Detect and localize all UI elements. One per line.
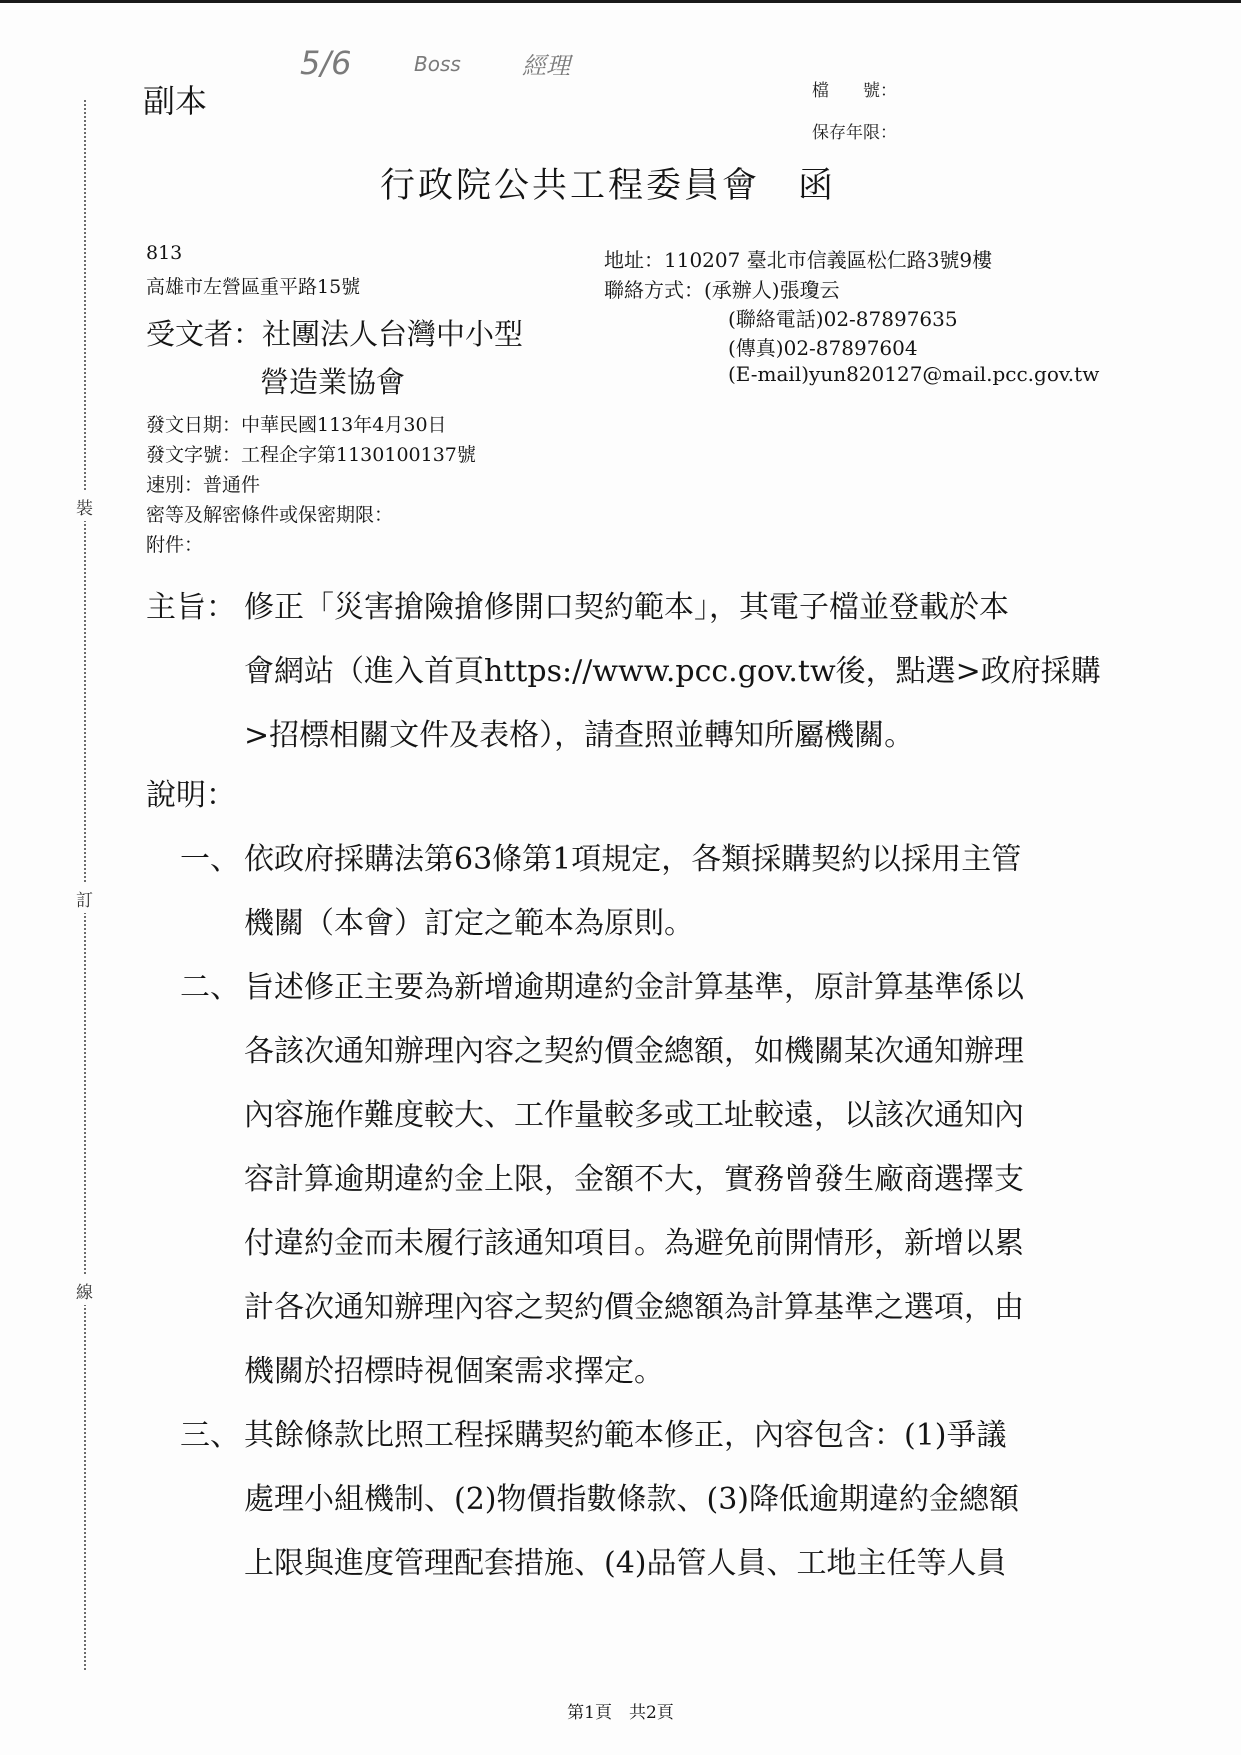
binding-mark-zhuang: 裝 [76,492,93,521]
explanation-line: 上限與進度管理配套措施、(4)品管人員、工地主任等人員 [244,1546,1007,1581]
retention-period-label: 保存年限： [812,123,897,143]
binding-mark-xian: 線 [76,1276,93,1305]
binding-mark-ding: 訂 [76,884,93,913]
document-number: 發文字號：工程企字第1130100137號 [146,444,476,466]
explanation-item-number: 一、 [180,842,240,877]
explanation-line: 機關（本會）訂定之範本為原則。 [244,906,694,941]
sender-fax: (傳真)02-87897604 [728,336,918,360]
explanation-item-number: 二、 [180,970,240,1005]
recipient-block [146,310,523,406]
explanation-line: 機關於招標時視個案需求擇定。 [244,1354,664,1389]
explanation-line: 內容施作難度較大、工作量較多或工址較遠，以該次通知內 [244,1098,1024,1133]
recipient-line-1: 受文者：社團法人台灣中小型 [146,317,524,351]
handwritten-note-manager: 經理 [522,52,570,80]
subject-label: 主旨： [146,590,236,625]
document-meta [146,410,476,560]
subject-line: 修正「災害搶險搶修開口契約範本」，其電子檔並登載於本 [244,590,1009,625]
explanation-line: 計各次通知辦理內容之契約價金總額為計算基準之選項，由 [244,1290,1024,1325]
page-number: 第1頁 共2頁 [567,1703,674,1723]
file-number-label: 檔 號： [812,81,897,101]
explanation-item-number: 三、 [180,1418,240,1453]
explanation-label: 說明： [146,778,236,813]
explanation-line: 處理小組機制、(2)物價指數條款、(3)降低逾期違約金總額 [244,1482,1019,1517]
attachment: 附件： [146,534,204,556]
explanation-line: 旨述修正主要為新增逾期違約金計算基準，原計算基準係以 [244,970,1024,1005]
explanation-line: 各該次通知辦理內容之契約價金總額，如機關某次通知辦理 [244,1034,1024,1069]
delivery-speed: 速別：普通件 [146,474,261,496]
sender-contact-person: 聯絡方式：(承辦人)張瓊云 [604,278,840,302]
subject-line: >招標相關文件及表格），請查照並轉知所屬機關。 [244,718,915,753]
recipient-postal-code: 813 [146,242,183,264]
sender-phone: (聯絡電話)02-87897635 [728,307,958,331]
explanation-line: 付違約金而未履行該通知項目。為避免前開情形，新增以累 [244,1226,1024,1261]
issue-date: 發文日期：中華民國113年4月30日 [146,414,447,436]
explanation-line: 依政府採購法第63條第1項規定，各類採購契約以採用主管 [244,842,1022,877]
copy-mark: 副本 [143,82,208,120]
sender-address: 地址：110207 臺北市信義區松仁路3號9樓 [604,248,993,272]
handwritten-note-boss: Boss [414,52,461,76]
sender-email: (E-mail)yun820127@mail.pcc.gov.tw [728,362,1100,386]
explanation-line: 其餘條款比照工程採購契約範本修正，內容包含：(1)爭議 [244,1418,1007,1453]
handwritten-date: 5/6 [300,44,352,82]
recipient-line-2: 營造業協會 [260,365,406,399]
explanation-line: 容計算逾期違約金上限，金額不大，實務曾發生廠商選擇支 [244,1162,1024,1197]
document-title: 行政院公共工程委員會 函 [380,166,837,206]
scan-top-edge [0,0,1241,3]
recipient-street-address: 高雄市左營區重平路15號 [146,276,361,298]
secrecy-level: 密等及解密條件或保密期限： [146,504,394,526]
subject-line: 會網站（進入首頁https://www.pcc.gov.tw後，點選>政府採購 [244,654,1101,689]
